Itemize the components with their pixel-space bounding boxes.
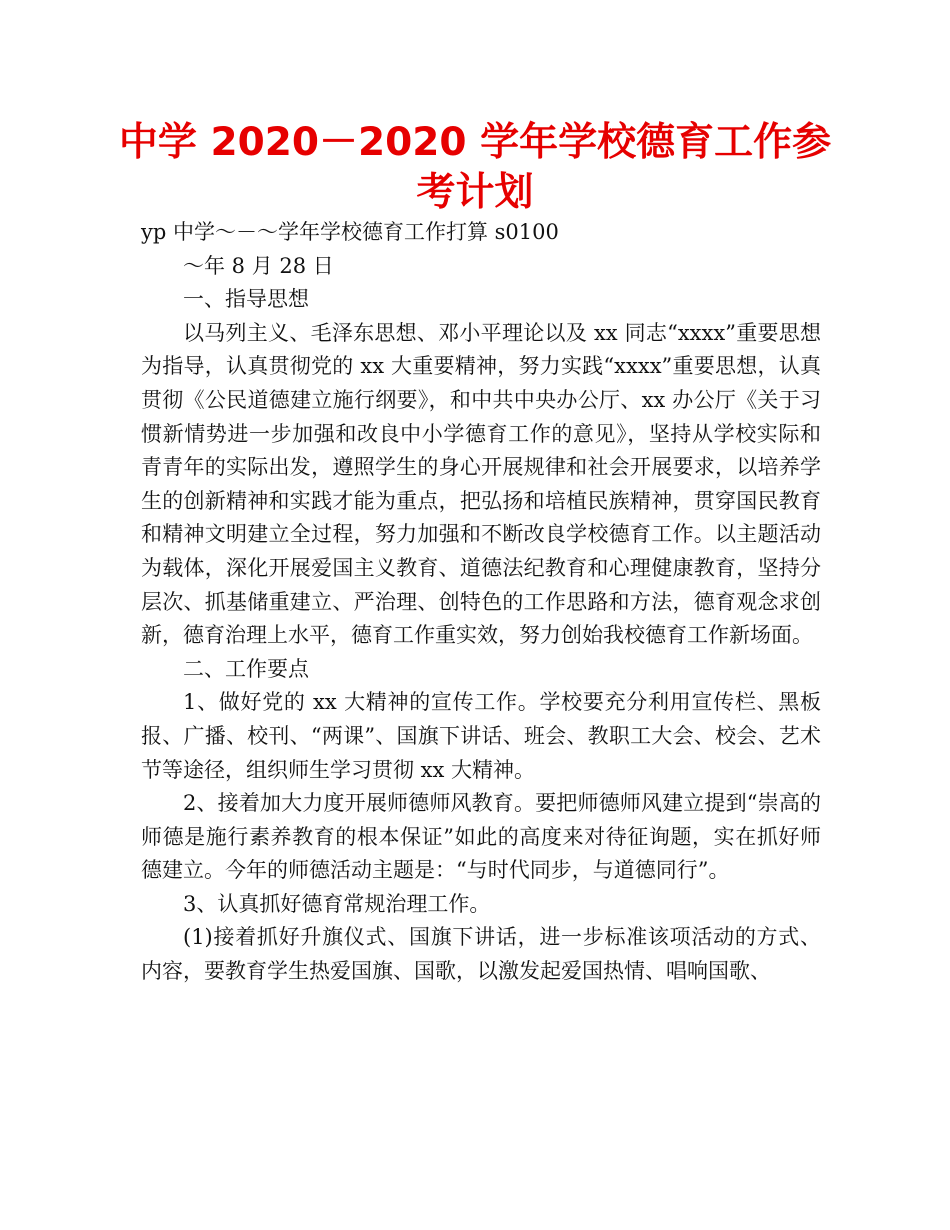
paragraph: 以马列主义、毛泽东思想、邓小平理论以及 xx 同志“xxxx”重要思想为指导，认真贯彻党的 xx 大重要精神，努力实践“xxxx”重要思想，认真贯彻《公民道德建立施行纲要》，和中共中央办公厅、xx 办公厅《关于习惯新情势进一步加强和改良中小学德育工作的意见》，坚持从学校实际和青青年的实际出发，遵照学生的身心开展规律和社会开展要求，以培养学生的创新精神和实践才能为重点，把弘扬和培植民族精神，贯穿国民教育和精神文明建立全过程，努力加强和不断改良学校德育工作。以主题活动为载体，深化开展爱国主义教育、道德法纪教育和心理健康教育，坚持分层次、抓基储重建立、严治理、创特色的工作思路和方法，德育观念求创新，德育治理上水平，德育工作重实效，努力创始我校德育工作新场面。 [141,320,821,648]
date-line: ～年 8 月 28 日 [183,253,334,278]
header-line: yp 中学～－～学年学校德育工作打算 s0100 [141,220,559,244]
paragraph: 1、做好党的 xx 大精神的宣传工作。学校要充分利用宣传栏、黑板报、广播、校刊、“两课”、国旗下讲话、班会、教职工大会、校会、艺术节等途径，组织师生学习贯彻 xx 大精神。 [141,690,821,782]
paragraph: (1)接着抓好升旗仪式、国旗下讲话，进一步标准该项活动的方式、内容，要教育学生热爱国旗、国歌，以激发起爱国热情、唱响国歌、 [141,925,821,984]
section-heading: 一、指导思想 [183,287,309,312]
document-title: 中学 2020－2020 学年学校德育工作参考计划 [118,120,832,215]
paragraph: 2、接着加大力度开展师德师风教育。要把师德师风建立提到“崇高的师德是施行素养教育的根本保证”如此的高度来对待征询题，实在抓好师德建立。今年的师德活动主题是：“与时代同步，与道德同行”。 [141,791,821,883]
paragraph: 3、认真抓好德育常规治理工作。 [183,891,491,916]
section-heading: 二、工作要点 [183,656,309,681]
document-body [141,216,821,989]
